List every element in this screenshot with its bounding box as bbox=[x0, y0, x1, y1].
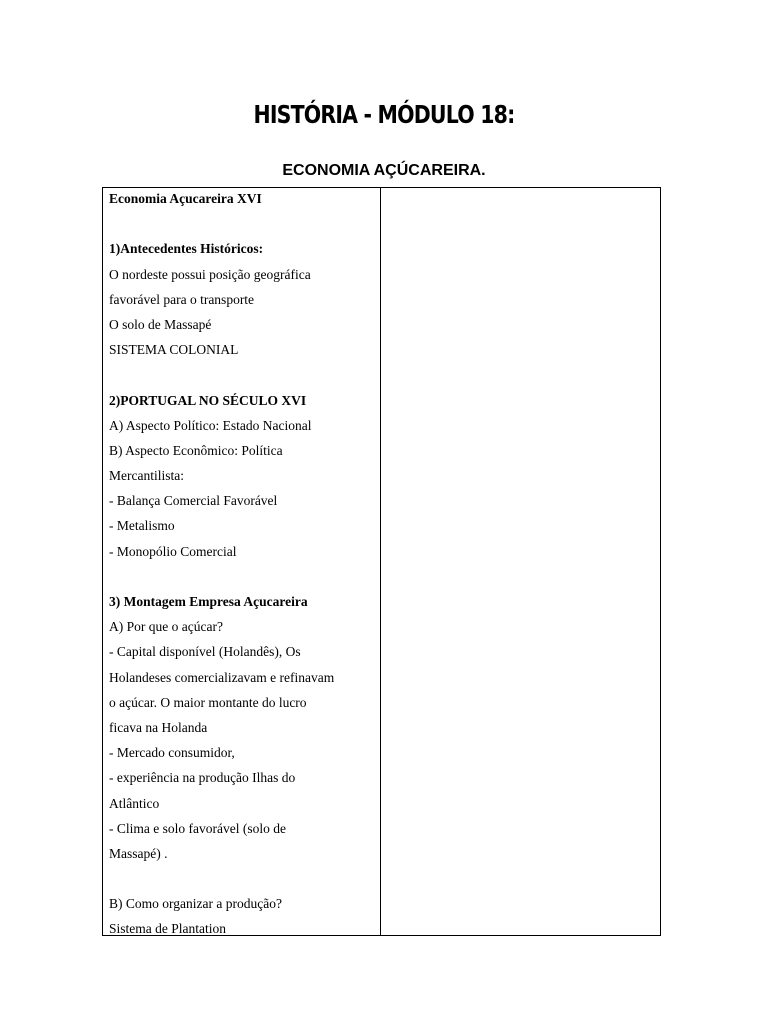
note-line: ficava na Holanda bbox=[109, 719, 208, 735]
note-line: - Metalismo bbox=[109, 518, 175, 534]
note-line: favorável para o transporte bbox=[109, 291, 255, 307]
note-line: Atlântico bbox=[109, 795, 160, 811]
note-line bbox=[109, 211, 377, 236]
note-line: - Monopólio Comercial bbox=[109, 543, 237, 559]
note-line bbox=[109, 564, 377, 589]
note-line: o açúcar. O maior montante do lucro bbox=[109, 694, 307, 710]
document-subtitle: ECONOMIA AÇÚCAREIRA. bbox=[282, 162, 486, 179]
note-line: 1)Antecedentes Históricos: bbox=[109, 241, 264, 257]
note-line: B) Como organizar a produção? bbox=[109, 896, 282, 912]
note-line: Holandeses comercializavam e refinavam bbox=[109, 669, 335, 685]
note-line: A) Aspecto Político: Estado Nacional bbox=[109, 417, 312, 433]
notes-right-column bbox=[381, 188, 660, 935]
note-line: Massapé) . bbox=[109, 845, 168, 861]
note-line: A) Por que o açúcar? bbox=[109, 619, 223, 635]
document-title: HISTÓRIA - MÓDULO 18: bbox=[253, 100, 515, 129]
note-line: B) Aspecto Econômico: Política bbox=[109, 442, 283, 458]
note-line: O nordeste possui posição geográfica bbox=[109, 266, 311, 282]
note-line bbox=[109, 362, 377, 387]
note-line bbox=[109, 866, 377, 891]
note-line: - Mercado consumidor, bbox=[109, 745, 235, 761]
note-line: - Clima e solo favorável (solo de bbox=[109, 820, 286, 836]
note-line: - Balança Comercial Favorável bbox=[109, 493, 278, 509]
note-line: SISTEMA COLONIAL bbox=[109, 342, 239, 358]
note-line: Sistema de Plantation bbox=[109, 921, 226, 937]
note-line: 3) Montagem Empresa Açucareira bbox=[109, 594, 308, 609]
note-line: - Capital disponível (Holandês), Os bbox=[109, 644, 301, 660]
note-line: Economia Açucareira XVI bbox=[109, 191, 262, 206]
note-line: O solo de Massapé bbox=[109, 316, 212, 332]
notes-left-column bbox=[109, 186, 377, 942]
note-line: 2)PORTUGAL NO SÉCULO XVI bbox=[109, 392, 307, 408]
note-line: Mercantilista: bbox=[109, 468, 184, 484]
note-line: - experiência na produção Ilhas do bbox=[109, 770, 296, 786]
